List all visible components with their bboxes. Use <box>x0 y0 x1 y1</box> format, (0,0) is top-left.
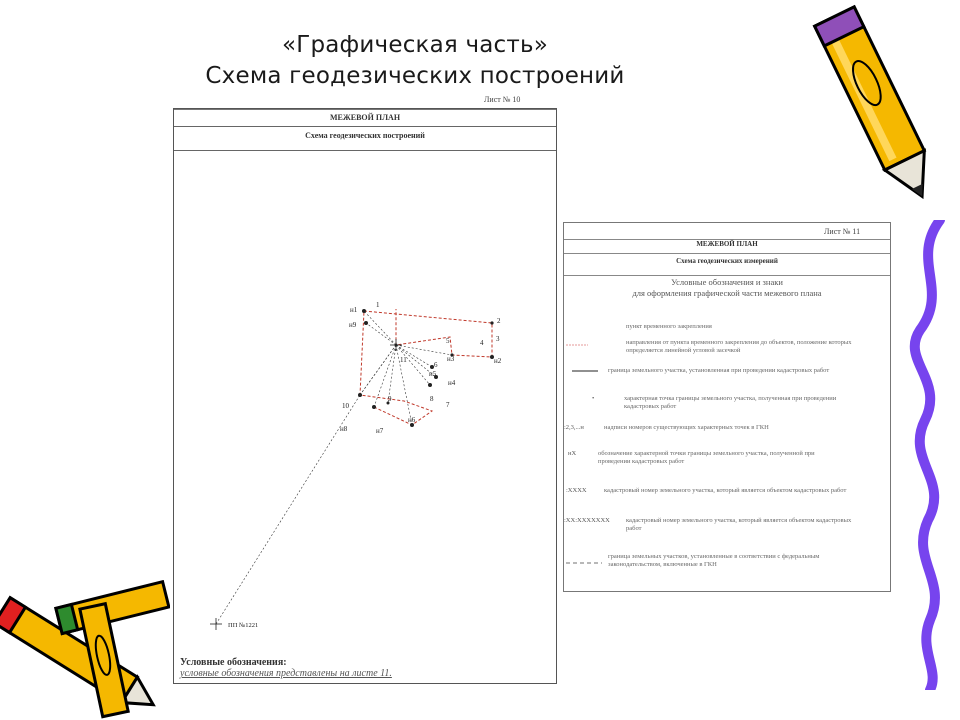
legend-footer-note: условные обозначения представлены на листе 11. <box>180 668 392 679</box>
legend-row-3: граница земельного участка, установленная при проведении кадастровых работ <box>608 367 830 374</box>
plan-title-2: МЕЖЕВОЙ ПЛАН <box>564 239 890 254</box>
legend-row-4-symbol: • <box>592 395 595 402</box>
legend-row-6-symbol: нХ <box>568 450 577 457</box>
legend-row-7: кадастровый номер земельного участка, который является объектом кадастровых работ <box>604 487 847 494</box>
plan-title: МЕЖЕВОЙ ПЛАН <box>174 113 556 127</box>
legend-row-1: пункт временного закрепления <box>626 323 712 330</box>
legend-row-4: характерная точка границы земельного участка, полученная при проведении кадастровых работ <box>624 395 837 410</box>
legend-row-8-symbol: :XX:XXXXXXX <box>564 517 610 524</box>
reference-point-marker <box>210 618 222 630</box>
legend-row-6: обозначение характерной точки границы земельного участка, полученной при проведении кадастровых работ <box>598 450 815 465</box>
legend-row-8: кадастровый номер земельного участка, который является объектом кадастровых работ <box>626 517 852 532</box>
geodetic-scheme <box>174 149 556 689</box>
label-n9: н9 <box>349 321 357 329</box>
document-sheet-10 <box>173 95 557 684</box>
label-n6: н6 <box>408 416 416 424</box>
legend-heading-line-1: Условные обозначения и знаки <box>671 277 783 287</box>
label-8: 8 <box>430 395 434 403</box>
legend-row-9: граница земельных участков, установленные в соответствии с федеральным законодательством, включенные в ГКН <box>608 553 820 568</box>
sheet-border-top <box>174 109 556 110</box>
label-n8: н8 <box>340 425 348 433</box>
label-2: 2 <box>497 317 501 325</box>
legend-footer <box>180 657 392 679</box>
legend-footer-title: Условные обозначения: <box>180 657 287 668</box>
legend-row-5: надписи номеров существующих характерных точек в ГКН <box>604 424 769 431</box>
label-pp: ПП №1221 <box>228 622 259 629</box>
legend-row-7-symbol: :XXXX <box>566 487 587 494</box>
label-9: 9 <box>388 395 392 403</box>
purple-swirl-decoration <box>900 220 960 690</box>
label-n2: н2 <box>494 357 502 365</box>
slide-title-line-2: Схема геодезических построений <box>205 63 625 89</box>
label-n3: н3 <box>447 355 455 363</box>
label-6: 6 <box>434 361 438 369</box>
section-title-2: Схема геодезических измерений <box>564 257 890 276</box>
document-sheet-11 <box>563 222 891 592</box>
label-5: 5 <box>446 337 450 345</box>
pencil-top-right-icon <box>800 0 960 240</box>
label-n4: н4 <box>448 379 456 387</box>
label-1: 1 <box>376 301 380 309</box>
label-n1: н1 <box>350 306 358 314</box>
slide-title-line-1: «Графическая часть» <box>281 32 549 58</box>
label-n7: н7 <box>376 427 384 435</box>
label-3: 3 <box>496 335 500 343</box>
pencils-bottom-left-icon <box>0 580 170 720</box>
survey-rays <box>216 311 452 624</box>
legend-row-2: направления от пункта временного закрепления до объектов, положение которых определяется линейной угловой засечкой <box>626 339 852 354</box>
label-7: 7 <box>446 401 450 409</box>
label-11: 11 <box>400 356 407 364</box>
section-title: Схема геодезических построений <box>174 131 556 151</box>
legend-row-5-symbol: :2,3,...н <box>564 424 584 431</box>
legend-heading-line-2: для оформления графической части межевого плана <box>632 288 822 298</box>
point-labels <box>228 301 502 629</box>
slide-title <box>180 30 650 92</box>
label-4: 4 <box>480 339 484 347</box>
sheet-number-label-2: Лист № 11 <box>824 227 861 236</box>
parcel-boundary <box>360 309 492 425</box>
label-n5: н5 <box>429 370 437 378</box>
label-10: 10 <box>342 402 349 410</box>
sheet-number-label: Лист № 10 <box>484 95 521 104</box>
